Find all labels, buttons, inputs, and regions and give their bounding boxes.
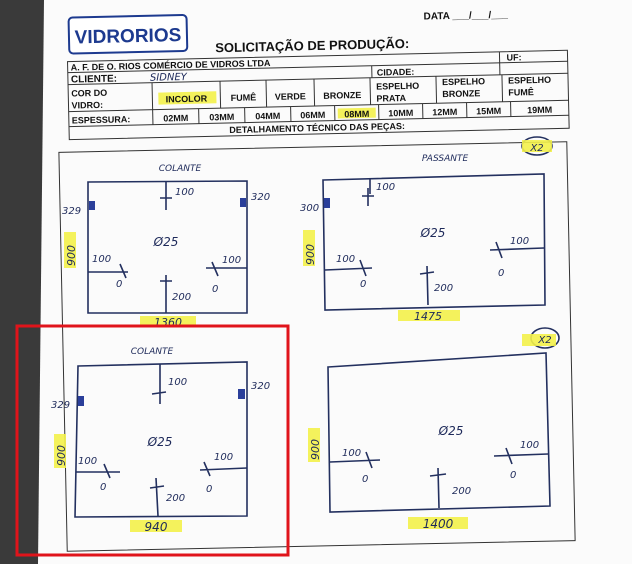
piece-1-width: 1360 xyxy=(154,316,182,329)
piece-2-left-fitting xyxy=(324,198,330,208)
piece-4-zero-left: 0 xyxy=(362,474,369,485)
piece-1-zero-right: 0 xyxy=(212,284,219,295)
espelho-fume-line-1: ESPELHO xyxy=(507,74,552,86)
piece-2-zero-left: 0 xyxy=(360,279,367,290)
piece-4-qty: X2 xyxy=(538,335,552,346)
piece-3-right-hole: 100 xyxy=(214,452,234,463)
thickness-06mm: 06MM xyxy=(300,109,326,121)
piece-3-zero-right: 0 xyxy=(206,484,213,495)
logo xyxy=(69,15,188,54)
piece-1-right-hole: 100 xyxy=(222,255,242,266)
piece-3-left-offset: 329 xyxy=(51,400,71,411)
color-option-incolor: INCOLOR xyxy=(165,93,208,105)
glass-color-label-1: COR DO xyxy=(71,87,108,99)
piece-3-width: 940 xyxy=(144,520,168,534)
piece-4-right-hole: 100 xyxy=(520,440,540,451)
piece-2-left-hole: 100 xyxy=(336,254,356,265)
city-label: CIDADE: xyxy=(376,66,415,78)
piece-3-bottom-dim: 200 xyxy=(166,493,186,504)
piece-4-height: 900 xyxy=(309,439,322,460)
piece-4-left-hole: 100 xyxy=(342,448,362,459)
piece-4-bottom-dim: 200 xyxy=(452,486,472,497)
company-name: A. F. DE O. RIOS COMÉRCIO DE VIDROS LTDA xyxy=(70,58,271,73)
piece-3-right-offset: 320 xyxy=(251,381,271,392)
piece-1-top-dim: 100 xyxy=(175,187,195,198)
piece-3-left-hole: 100 xyxy=(78,456,98,467)
piece-2-label: PASSANTE xyxy=(421,154,469,164)
espelho-bronze-line-2: BRONZE xyxy=(442,88,481,100)
uf-label: UF: xyxy=(506,52,522,63)
piece-2-top-dim: 100 xyxy=(376,182,396,193)
piece-2-hole-diameter: Ø25 xyxy=(420,226,446,240)
color-option-bronze: BRONZE xyxy=(323,89,362,101)
piece-2-qty: X2 xyxy=(530,143,544,154)
piece-3-zero-left: 0 xyxy=(100,482,107,493)
thickness-15mm: 15MM xyxy=(476,105,502,117)
espelho-prata-line-2: PRATA xyxy=(376,92,407,104)
thickness-19mm: 19MM xyxy=(527,104,553,116)
piece-3-label: COLANTE xyxy=(130,347,174,357)
piece-1-right-offset: 320 xyxy=(251,192,271,203)
thickness-12mm: 12MM xyxy=(432,106,458,118)
date-label: DATA ___/___/___ xyxy=(423,9,509,23)
piece-1-left-fitting xyxy=(89,201,95,210)
thickness-10mm: 10MM xyxy=(388,107,414,119)
piece-1-hole-diameter: Ø25 xyxy=(153,235,179,249)
logo-text: VIDRORIOS xyxy=(74,25,182,49)
espelho-bronze-line-1: ESPELHO xyxy=(441,76,486,88)
piece-1-bottom-dim: 200 xyxy=(172,292,192,303)
thickness-04mm: 04MM xyxy=(255,110,281,122)
piece-4-zero-right: 0 xyxy=(510,470,517,481)
piece-2-zero-right: 0 xyxy=(498,268,505,279)
thickness-label: ESPESSURA: xyxy=(71,114,131,126)
piece-3-height: 900 xyxy=(55,445,68,466)
espelho-prata-line-1: ESPELHO xyxy=(376,80,420,92)
details-title: DETALHAMENTO TÉCNICO DAS PEÇAS: xyxy=(229,120,406,135)
piece-4-hole-diameter: Ø25 xyxy=(438,424,464,438)
piece-2-left-offset: 300 xyxy=(300,203,320,214)
piece-1-height: 900 xyxy=(65,245,78,266)
thickness-03mm: 03MM xyxy=(209,111,235,123)
piece-2-height: 900 xyxy=(304,244,317,265)
client-value: SIDNEY xyxy=(149,71,187,84)
piece-3-hole-diameter: Ø25 xyxy=(147,435,173,449)
glass-color-label-2: VIDRO: xyxy=(71,99,104,111)
espelho-fume-line-2: FUMÊ xyxy=(508,87,534,98)
client-label: CLIENTE: xyxy=(70,73,118,86)
thickness-08mm: 08MM xyxy=(344,108,370,120)
piece-1-zero-left: 0 xyxy=(116,279,123,290)
piece-1-left-offset: 329 xyxy=(62,206,82,217)
color-option-verde: VERDE xyxy=(274,91,306,102)
piece-1-right-fitting xyxy=(240,198,246,207)
piece-2-width: 1475 xyxy=(414,310,442,323)
piece-3-left-fitting xyxy=(78,396,84,406)
form-title: SOLICITAÇÃO DE PRODUÇÃO: xyxy=(215,35,410,56)
piece-2-right-hole: 100 xyxy=(510,236,530,247)
piece-1-left-hole: 100 xyxy=(92,254,112,265)
piece-2-bottom-dim: 200 xyxy=(434,283,454,294)
color-option-fume: FUMÊ xyxy=(230,92,257,103)
piece-4-width: 1400 xyxy=(422,517,454,531)
piece-3-right-fitting xyxy=(238,389,245,399)
thickness-02mm: 02MM xyxy=(163,112,189,124)
piece-1-label: COLANTE xyxy=(158,164,202,174)
piece-3-top-dim: 100 xyxy=(168,377,188,388)
